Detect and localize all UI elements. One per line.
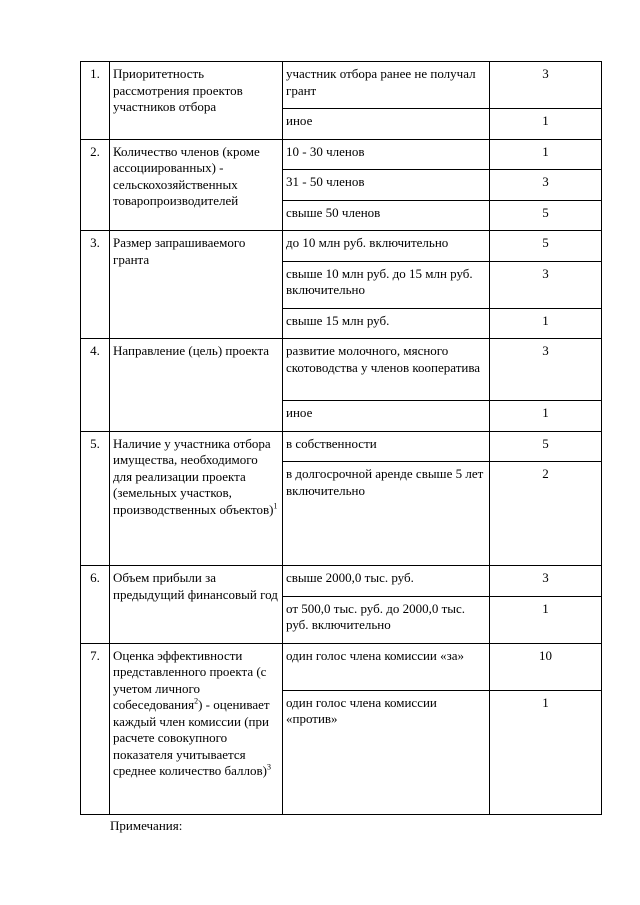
criteria-table: [80, 61, 602, 815]
score-cell: 1: [490, 308, 602, 339]
row-number: 7.: [81, 643, 110, 814]
footnote-ref: 3: [266, 762, 271, 772]
score-cell: 3: [490, 170, 602, 201]
row-number: 6.: [81, 566, 110, 644]
row-number: 5.: [81, 431, 110, 566]
option-cell: развитие молочного, мясного скотоводства у членов кооператива: [283, 339, 490, 401]
notes-heading: Примечания:: [110, 818, 183, 833]
table-row: [81, 566, 602, 597]
score-cell: 2: [490, 462, 602, 566]
table-row: [81, 62, 602, 109]
score-cell: 3: [490, 566, 602, 597]
score-cell: 10: [490, 643, 602, 690]
criterion-cell: [110, 431, 283, 566]
table-row: [81, 231, 602, 262]
option-cell: свыше 2000,0 тыс. руб.: [283, 566, 490, 597]
score-cell: 5: [490, 431, 602, 462]
score-cell: 3: [490, 261, 602, 308]
option-cell: один голос члена комиссии «за»: [283, 643, 490, 690]
criterion-cell: [110, 643, 283, 814]
table-row: [81, 643, 602, 690]
table-row: [81, 431, 602, 462]
footnote-ref: 1: [273, 501, 278, 511]
score-cell: 1: [490, 109, 602, 140]
criterion-cell: Размер запрашиваемого гранта: [110, 231, 283, 339]
score-cell: 1: [490, 690, 602, 814]
option-cell: участник отбора ранее не получал грант: [283, 62, 490, 109]
row-number: 1.: [81, 62, 110, 140]
criterion-text: ) - оценивает каждый член комиссии (при расчете совокупного показателя учитывается среднее количество баллов): [113, 697, 270, 778]
score-cell: 5: [490, 200, 602, 231]
option-cell: свыше 10 млн руб. до 15 млн руб. включительно: [283, 261, 490, 308]
row-number: 2.: [81, 139, 110, 231]
score-cell: 1: [490, 139, 602, 170]
row-number: 3.: [81, 231, 110, 339]
criterion-cell: Объем прибыли за предыдущий финансовый год: [110, 566, 283, 644]
option-cell: от 500,0 тыс. руб. до 2000,0 тыс. руб. включительно: [283, 596, 490, 643]
table-row: [81, 139, 602, 170]
footnote-ref: 2: [194, 696, 199, 706]
criterion-cell: Количество членов (кроме ассоциированных) - сельскохозяйственных товаропроизводителей: [110, 139, 283, 231]
option-cell: 31 - 50 членов: [283, 170, 490, 201]
score-cell: 3: [490, 62, 602, 109]
score-cell: 5: [490, 231, 602, 262]
option-cell: до 10 млн руб. включительно: [283, 231, 490, 262]
criterion-text: Наличие у участника отбора имущества, необходимого для реализации проекта (земельных участков, производственных объектов): [113, 435, 274, 517]
score-cell: 1: [490, 596, 602, 643]
option-cell: в собственности: [283, 431, 490, 462]
option-cell: свыше 15 млн руб.: [283, 308, 490, 339]
score-cell: 1: [490, 401, 602, 432]
option-cell: свыше 50 членов: [283, 200, 490, 231]
option-cell: один голос члена комиссии «против»: [283, 690, 490, 814]
table-row: [81, 339, 602, 401]
criterion-cell: Направление (цель) проекта: [110, 339, 283, 432]
row-number: 4.: [81, 339, 110, 432]
criterion-cell: Приоритетность рассмотрения проектов участников отбора: [110, 62, 283, 140]
option-cell: в долгосрочной аренде свыше 5 лет включительно: [283, 462, 490, 566]
criterion-text: Оценка эффективности представленного проекта (с учетом личного собеседования: [113, 647, 267, 712]
option-cell: 10 - 30 членов: [283, 139, 490, 170]
option-cell: иное: [283, 401, 490, 432]
option-cell: иное: [283, 109, 490, 140]
score-cell: 3: [490, 339, 602, 401]
criteria-table-body: [81, 62, 602, 815]
